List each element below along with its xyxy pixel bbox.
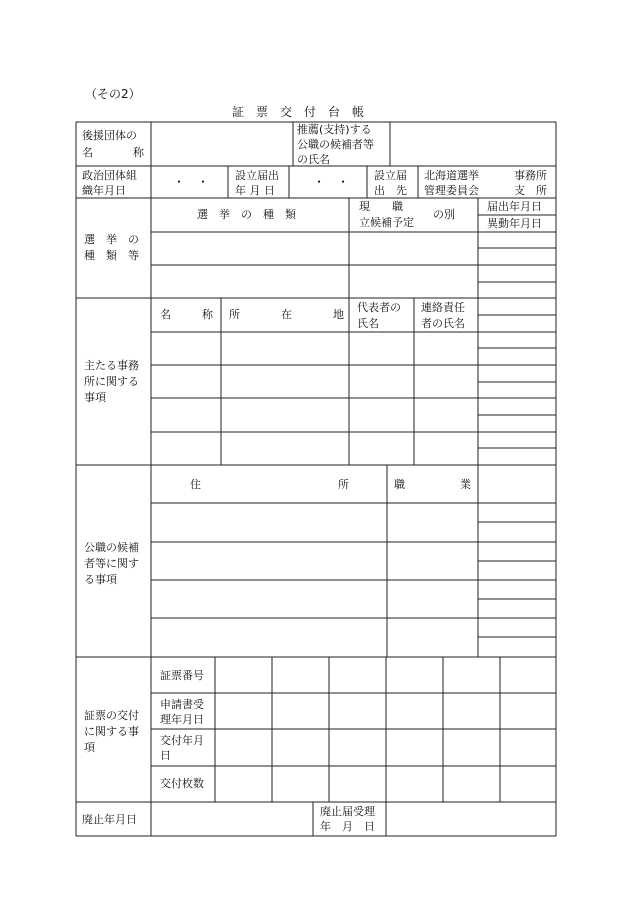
election-section-label-2: 種 類 等 xyxy=(84,249,139,262)
sheet-sub-label: （その2） xyxy=(85,87,141,101)
office-section-label-3: 事項 xyxy=(84,391,106,404)
committee-label-1: 北海道選挙 xyxy=(424,169,479,182)
rep-col-1: 代表者の xyxy=(357,301,401,314)
page-title: 証 票 交 付 台 帳 xyxy=(232,105,365,119)
office-label-2: 支 所 xyxy=(514,184,547,197)
job-header-b: 業 xyxy=(460,478,471,491)
candidate-label-2: 公職の候補者等 xyxy=(297,138,374,151)
current-label-1: 現 職 xyxy=(359,200,403,213)
candidate-section-label-1: 公職の候補 xyxy=(84,541,139,554)
org-name-label-2a: 名 xyxy=(82,146,93,159)
issuance-section-label-1: 証票の交付 xyxy=(84,709,139,722)
apply-date-label-2: 理年月日 xyxy=(160,713,204,726)
setup-date-label-2: 年 月 日 xyxy=(235,184,275,197)
rep-col-2: 氏名 xyxy=(357,317,379,330)
office-label-1: 事務所 xyxy=(514,169,547,182)
current-label-2: 立候補予定 xyxy=(359,216,414,229)
setup-dest-label-2: 出 先 xyxy=(374,184,407,197)
setup-date-label-1: 設立届出 xyxy=(235,169,279,182)
contact-col-1: 連絡責任 xyxy=(421,301,465,314)
org-date-dots[interactable]: ・ ・ xyxy=(173,175,210,189)
contact-col-2: 者の氏名 xyxy=(421,317,465,330)
name-col-b: 称 xyxy=(202,308,213,321)
setup-dest-label-1: 設立届 xyxy=(374,169,407,182)
abolish-date-label: 廃止年月日 xyxy=(82,813,137,826)
issuance-section-label-3: 項 xyxy=(84,741,95,754)
distinction-label: の別 xyxy=(433,208,455,221)
org-name-label-2b: 称 xyxy=(133,146,144,159)
apply-date-label-1: 申請書受 xyxy=(160,698,204,711)
address-col-b: 在 xyxy=(281,308,292,321)
setup-date-dots[interactable]: ・ ・ xyxy=(313,175,350,189)
candidate-section-label-2: 者等に関す xyxy=(84,557,139,570)
candidate-label-3: の氏名 xyxy=(297,153,330,166)
office-section-label-1: 主たる事務 xyxy=(84,359,139,372)
changed-date-label: 異動年月日 xyxy=(487,217,542,230)
org-name-label: 後援団体の xyxy=(82,129,137,142)
committee-label-2: 管理委員会 xyxy=(424,184,479,197)
address-header-b: 所 xyxy=(338,478,349,491)
issuance-section-label-2: に関する事 xyxy=(84,725,139,738)
candidate-label-1: 推薦(支持)する xyxy=(297,123,372,136)
filed-date-label: 届出年月日 xyxy=(487,200,542,213)
office-section-label-2: 所に関する xyxy=(84,375,139,388)
cert-number-label: 証票番号 xyxy=(160,669,204,682)
org-date-label-2: 織年月日 xyxy=(82,184,126,197)
issue-date-label-2: 日 xyxy=(160,749,171,762)
address-col-a: 所 xyxy=(229,308,240,321)
election-section-label-1: 選 挙 の xyxy=(84,233,139,246)
address-col-c: 地 xyxy=(333,308,344,321)
issue-count-label: 交付枚数 xyxy=(160,777,204,790)
issue-date-label-1: 交付年月 xyxy=(160,734,204,747)
abolish-receipt-label-1: 廃止届受理 xyxy=(320,805,375,818)
org-date-label-1: 政治団体組 xyxy=(82,169,137,182)
job-header-a: 職 xyxy=(394,478,405,491)
candidate-section-label-3: る事項 xyxy=(84,573,117,586)
address-header-a: 住 xyxy=(190,478,201,491)
election-type-header: 選 挙 の 種 類 xyxy=(197,208,296,221)
candidate-name-field[interactable] xyxy=(392,125,552,163)
abolish-receipt-label-2: 年 月 日 xyxy=(320,820,375,833)
org-name-field[interactable] xyxy=(152,125,292,165)
name-col-a: 名 xyxy=(160,308,171,321)
